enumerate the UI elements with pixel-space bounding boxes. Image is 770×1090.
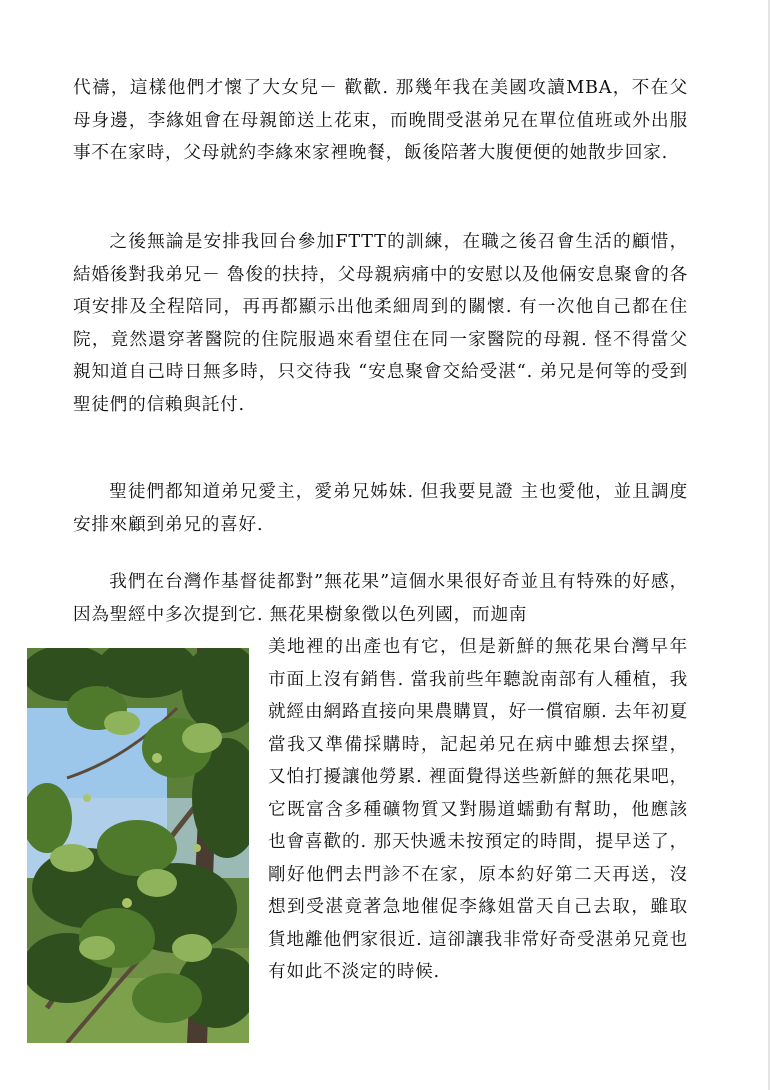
paragraph-4-continued-text: 美地裡的出產也有它，但是新鮮的無花果台灣早年市面上沒有銷售. 當我前些年聽說南部有人種植，我就經由網路直接向果農購買，好一償宿願. 去年初夏當我又準備採購時，記起弟兄在病中雖想去探望，又怕打擾讓他勞累. 裡面覺得送些新鮮的無花果吧，它既富含多種礦物質又對腸道蠕動有幫助，他應該也會喜歡的. 那天快遞未按預定的時間，提早送了，剛好他們去門診不在家，原本約好第二天再送，沒想到受湛竟著急地催促李緣姐當天自己去取，雖取貨地離他們家很近. 這卻讓我非常好奇受湛弟兄竟也有如此不淡定的時候. (268, 637, 688, 982)
paragraph-1 (73, 72, 688, 170)
paragraph-3 (73, 476, 688, 541)
paragraph-2 (73, 226, 688, 421)
paragraph-1-text: 代禱，這樣他們才懷了大女兒－ 歡歡. 那幾年我在美國攻讀MBA，不在父母身邊，李緣姐會在母親節送上花束，而晚間受湛弟兄在單位值班或外出服事不在家時，父母就約李緣來家裡晚餐，飯後陪著大腹便便的她散步回家. (73, 78, 688, 163)
fig-tree-illustration (27, 648, 249, 1043)
paragraph-2-text: 之後無論是安排我回台參加FTTT的訓練，在職之後召會生活的顧惜，結婚後對我弟兄－ 魯俊的扶持，父母親病痛中的安慰以及他倆安息聚會的各項安排及全程陪同，再再都顯示出他柔細周到的關懷. 有一次他自己都在住院，竟然還穿著醫院的住院服過來看望住在同一家醫院的母親. 怪不得當父親知道自己時日無多時，只交待我 “安息聚會交給受湛“. 弟兄是何等的受到聖徒們的信賴與託付. (73, 232, 688, 415)
paragraph-4-text: 我們在台灣作基督徒都對”無花果”這個水果很好奇並且有特殊的好感，因為聖經中多次提到它. 無花果樹象徵以色列國，而迦南 (73, 572, 688, 625)
paragraph-4 (73, 566, 688, 631)
paragraph-3-text: 聖徒們都知道弟兄愛主，愛弟兄姊妹. 但我要見證 主也愛他，並且調度安排來顧到弟兄的喜好. (73, 482, 688, 535)
paragraph-4-continued (268, 631, 688, 989)
fig-tree-photo (27, 648, 249, 1043)
